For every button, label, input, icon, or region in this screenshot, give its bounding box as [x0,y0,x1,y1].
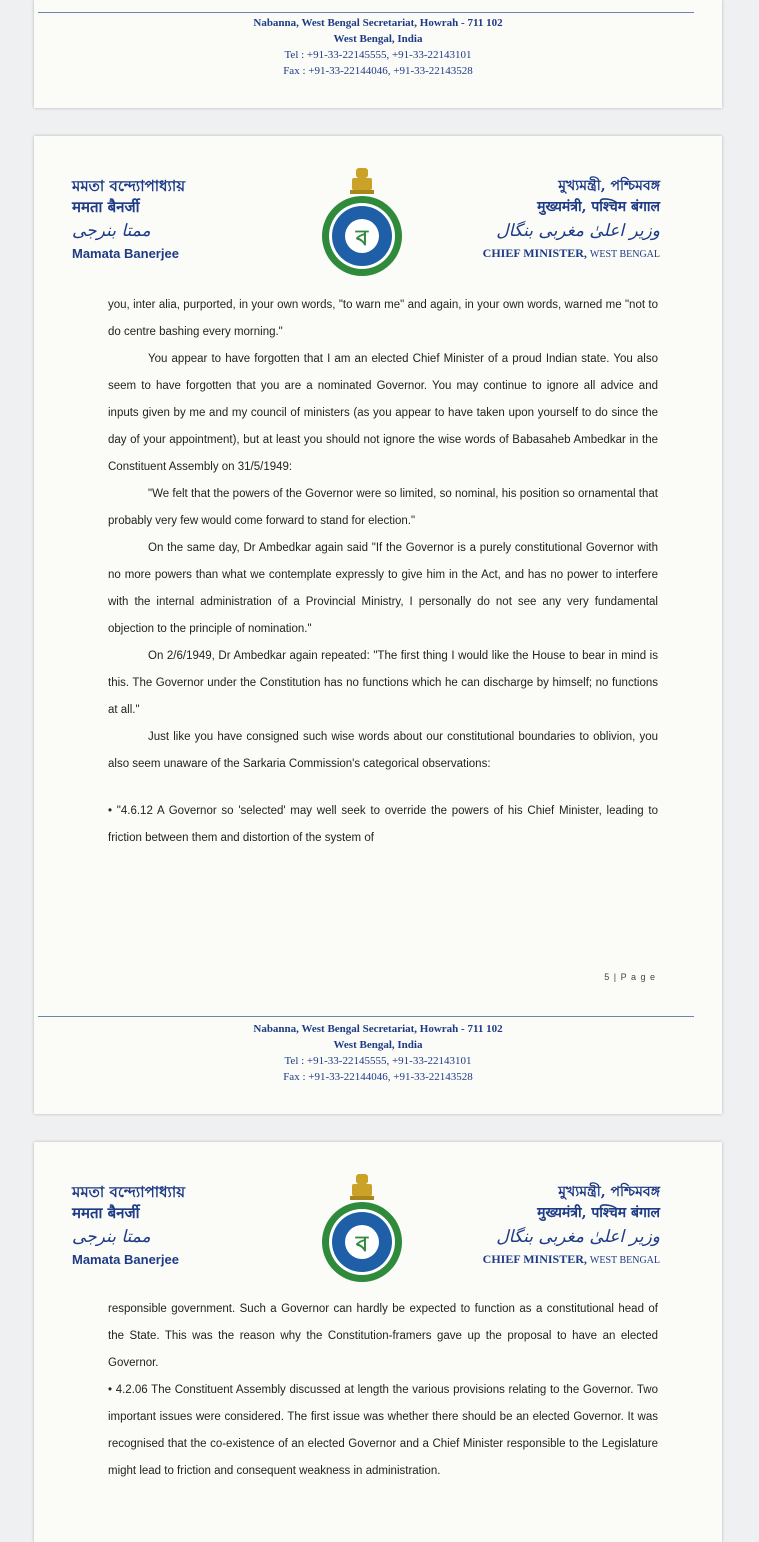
footer-fax-line: Fax : +91-33-22144046, +91-33-22143528 [283,1071,473,1083]
letter-body [108,292,658,852]
svg-text:ব: ব [355,1232,369,1257]
title-hindi: मुख्यमंत्री, पश्चिम बंगाल [537,199,660,215]
title-english-state: WEST BENGAL [589,249,660,260]
paragraph: You appear to have forgotten that I am an elected Chief Minister of a proud Indian state. You also seem to have forgotten that you are a nominated Governor. You may continue to ignore all advice and inputs given by me and my council of ministers (as you appear to have taken upon yourself to do since the day of your appointment), but at least you should not ignore the wise words of Babasaheb Ambedkar in the Constituent Assembly on 31/5/1949: [108,353,658,473]
state-emblem-icon [318,166,406,284]
svg-text:ব: ব [355,226,369,251]
name-hindi: ममता बैनर्जी [72,1204,140,1222]
letter-page-2 [34,136,722,1114]
title-hindi: मुख्यमंत्री, पश्चिम बंगाल [537,1205,660,1221]
name-english: Mamata Banerjee [72,1252,179,1267]
page-number: 5 | P a g e [604,972,656,982]
letter-page-3 [34,1142,722,1542]
footer-country-line: West Bengal, India [333,33,423,45]
name-bengali: মমতা বন্দ্যোপাধ্যায় [72,1183,186,1201]
paragraph: Just like you have consigned such wise words about our constitutional boundaries to oblivion, you also seem unaware of the Sarkaria Commission's categorical observations: [108,731,658,770]
title-bengali: মুখ্যমন্ত্রী, পশ্চিমবঙ্গ [558,1184,660,1200]
footer-address-line: Nabanna, West Bengal Secretariat, Howrah - 711 102 [253,1023,503,1035]
footer-address-line: Nabanna, West Bengal Secretariat, Howrah - 711 102 [253,17,503,29]
letterhead-right [400,1182,660,1267]
name-urdu: ممتا بنرجی [72,221,151,241]
bullet-paragraph: • 4.2.06 The Constituent Assembly discussed at length the various provisions relating to the Governor. Two important issues were considered. The first issue was whether there should be an elected Governor. It was recognised that the co-existence of an elected Governor and a Chief Minister responsible to the Legislature might lead to friction and consequent weakness in administration. [108,1384,658,1477]
footer-tel-line: Tel : +91-33-22145555, +91-33-22143101 [284,1055,472,1067]
state-emblem-icon [318,1172,406,1290]
title-english-main: CHIEF MINISTER, [482,246,587,260]
footer-fax-line: Fax : +91-33-22144046, +91-33-22143528 [283,65,473,77]
title-english-main: CHIEF MINISTER, [482,1252,587,1266]
title-urdu: وزیر اعلیٰ مغربی بنگال [496,221,660,241]
title-bengali: মুখ্যমন্ত্রী, পশ্চিমবঙ্গ [558,178,660,194]
name-english: Mamata Banerjee [72,246,179,261]
title-english-state: WEST BENGAL [589,1255,660,1266]
quote-paragraph: "We felt that the powers of the Governor were so limited, so nominal, his position so ornamental that probably very few would come forward to stand for election." [108,488,658,527]
letter-page-1 [34,0,722,108]
title-english [400,246,660,261]
bullet-paragraph: • "4.6.12 A Governor so 'selected' may well seek to override the powers of his Chief Minister, leading to friction between them and distortion of the system of [108,805,658,844]
footer-tel-line: Tel : +91-33-22145555, +91-33-22143101 [284,49,472,61]
name-bengali: মমতা বন্দ্যোপাধ্যায় [72,177,186,195]
letterhead-left [72,1182,292,1267]
footer-rule [38,12,694,13]
paragraph: you, inter alia, purported, in your own words, "to warn me" and again, in your own words, warned me "not to do centre bashing every morning." [108,299,658,338]
footer-rule [38,1016,694,1017]
name-urdu: ممتا بنرجی [72,1227,151,1247]
paragraph: On 2/6/1949, Dr Ambedkar again repeated: "The first thing I would like the House to bear in mind is this. The Governor under the Constitution has no functions which he can discharge by himself; no functions at all." [108,650,658,716]
letterhead-left [72,176,292,261]
title-english [400,1252,660,1267]
title-urdu: وزیر اعلیٰ مغربی بنگال [496,1227,660,1247]
letterhead-right [400,176,660,261]
letter-body [108,1296,658,1485]
name-hindi: ममता बैनर्जी [72,198,140,216]
footer-country-line: West Bengal, India [333,1039,423,1051]
paragraph: On the same day, Dr Ambedkar again said "If the Governor is a purely constitutional Governor with no more powers than what we contemplate expressly to give him in the Act, and has no power to interfere with the internal administration of a Provincial Ministry, I personally do not see any very fundamental objection to the principle of nomination." [108,542,658,635]
paragraph: responsible government. Such a Governor can hardly be expected to function as a constitutional head of the State. This was the reason why the Constitution-framers gave up the proposal to have an elected Governor. [108,1303,658,1369]
